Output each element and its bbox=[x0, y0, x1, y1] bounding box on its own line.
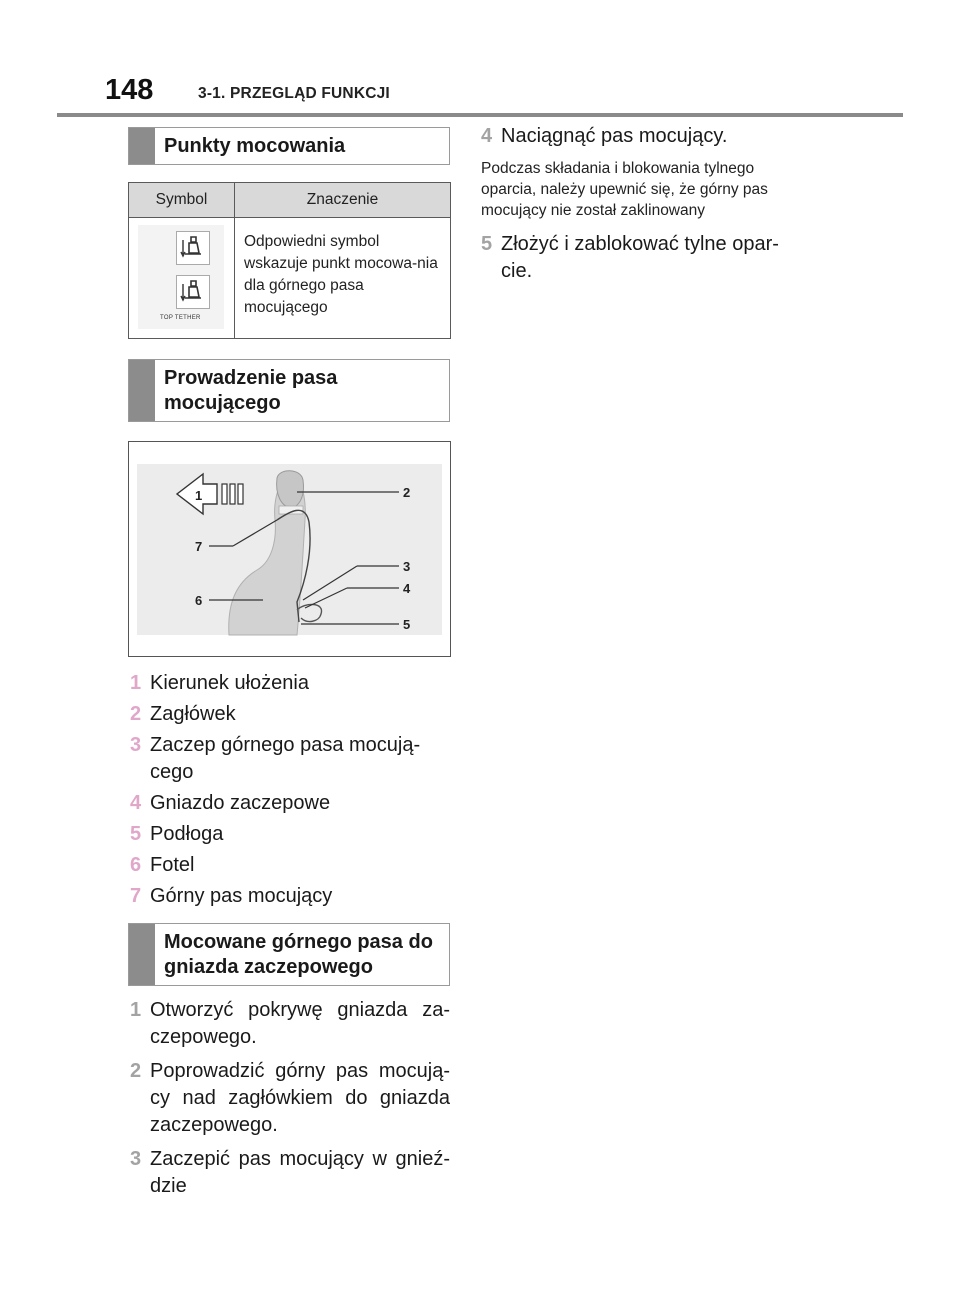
callout-1: 1 bbox=[195, 488, 203, 503]
legend-item bbox=[130, 701, 455, 728]
callout-2: 2 bbox=[403, 485, 411, 500]
step-text: Otworzyć pokrywę gniazda za-czepowego. bbox=[150, 999, 450, 1048]
step-item bbox=[130, 997, 450, 1051]
legend-num: 7 bbox=[130, 885, 142, 907]
heading-bar bbox=[129, 360, 155, 421]
legend-num: 5 bbox=[130, 823, 142, 845]
heading-attach-tether bbox=[128, 923, 450, 986]
tether-symbol-image bbox=[138, 225, 224, 329]
legend-item bbox=[130, 821, 455, 848]
diagram-legend bbox=[130, 670, 455, 914]
legend-text: Zaczep górnego pasa mocują-cego bbox=[150, 734, 421, 783]
legend-text: Podłoga bbox=[150, 823, 224, 845]
tether-icon-bottom bbox=[176, 275, 210, 309]
legend-text: Gniazdo zaczepowe bbox=[150, 792, 331, 814]
legend-text: Fotel bbox=[150, 854, 195, 876]
legend-num: 4 bbox=[130, 792, 142, 814]
legend-item bbox=[130, 852, 455, 879]
heading-text: Prowadzenie pasa mocującego bbox=[164, 366, 338, 414]
callout-6: 6 bbox=[195, 593, 203, 608]
legend-num: 6 bbox=[130, 854, 142, 876]
symbol-cell bbox=[129, 218, 235, 339]
step-num: 4 bbox=[481, 125, 493, 147]
legend-item bbox=[130, 670, 455, 697]
heading-text: Punkty mocowania bbox=[164, 134, 346, 157]
symbol-table bbox=[128, 182, 451, 339]
legend-item bbox=[130, 732, 440, 786]
step-num: 2 bbox=[130, 1060, 142, 1082]
heading-bar bbox=[129, 924, 155, 985]
step-item bbox=[130, 1146, 450, 1200]
legend-num: 3 bbox=[130, 734, 142, 756]
step-note: Podczas składania i blokowania tylnego oparcia, należy upewnić się, że górny pas mocujący nie został zaklinowany bbox=[481, 160, 768, 219]
step-item bbox=[481, 231, 801, 285]
meaning-cell: Odpowiedni symbol wskazuje punkt mocowa-nia dla górnego pasa mocującego bbox=[235, 218, 451, 339]
step-num: 3 bbox=[130, 1148, 142, 1170]
section-title: 3-1. PRZEGLĄD FUNKCJI bbox=[198, 85, 390, 102]
callout-7: 7 bbox=[195, 539, 203, 554]
step-text: Naciągnąć pas mocujący. bbox=[501, 125, 728, 147]
step-text: Zaczepić pas mocujący w gnieź-dzie bbox=[150, 1148, 450, 1197]
legend-num: 2 bbox=[130, 703, 142, 725]
heading-bar bbox=[129, 128, 155, 164]
page-number: 148 bbox=[105, 74, 154, 106]
step-text: Poprowadzić górny pas mocują-cy nad zagłówkiem do gniazda zaczepowego. bbox=[150, 1060, 450, 1136]
col-symbol-header: Symbol bbox=[129, 183, 235, 218]
heading-strap-routing bbox=[128, 359, 450, 422]
legend-num: 1 bbox=[130, 672, 142, 694]
header-rule bbox=[57, 113, 903, 117]
step-item bbox=[130, 1058, 450, 1139]
tether-icon-top bbox=[176, 231, 210, 265]
legend-text: Kierunek ułożenia bbox=[150, 672, 309, 694]
col-meaning-header: Znaczenie bbox=[235, 183, 451, 218]
steps-list-left bbox=[130, 997, 450, 1207]
heading-text: Mocowane górnego pasa do gniazda zaczepowego bbox=[164, 930, 433, 978]
legend-item bbox=[130, 883, 455, 910]
step-num: 5 bbox=[481, 233, 493, 255]
legend-text: Górny pas mocujący bbox=[150, 885, 333, 907]
legend-text: Zagłówek bbox=[150, 703, 236, 725]
tether-icon-label: TOP TETHER bbox=[160, 315, 201, 321]
step-num: 1 bbox=[130, 999, 142, 1021]
callout-3: 3 bbox=[403, 559, 411, 574]
step-item bbox=[481, 123, 811, 150]
legend-item bbox=[130, 790, 455, 817]
callout-4: 4 bbox=[403, 581, 411, 596]
callout-5: 5 bbox=[403, 617, 411, 632]
heading-anchor-points bbox=[128, 127, 450, 165]
strap-routing-diagram bbox=[128, 441, 451, 657]
steps-right-column bbox=[481, 123, 811, 285]
step-text: Złożyć i zablokować tylne opar-cie. bbox=[501, 233, 779, 282]
